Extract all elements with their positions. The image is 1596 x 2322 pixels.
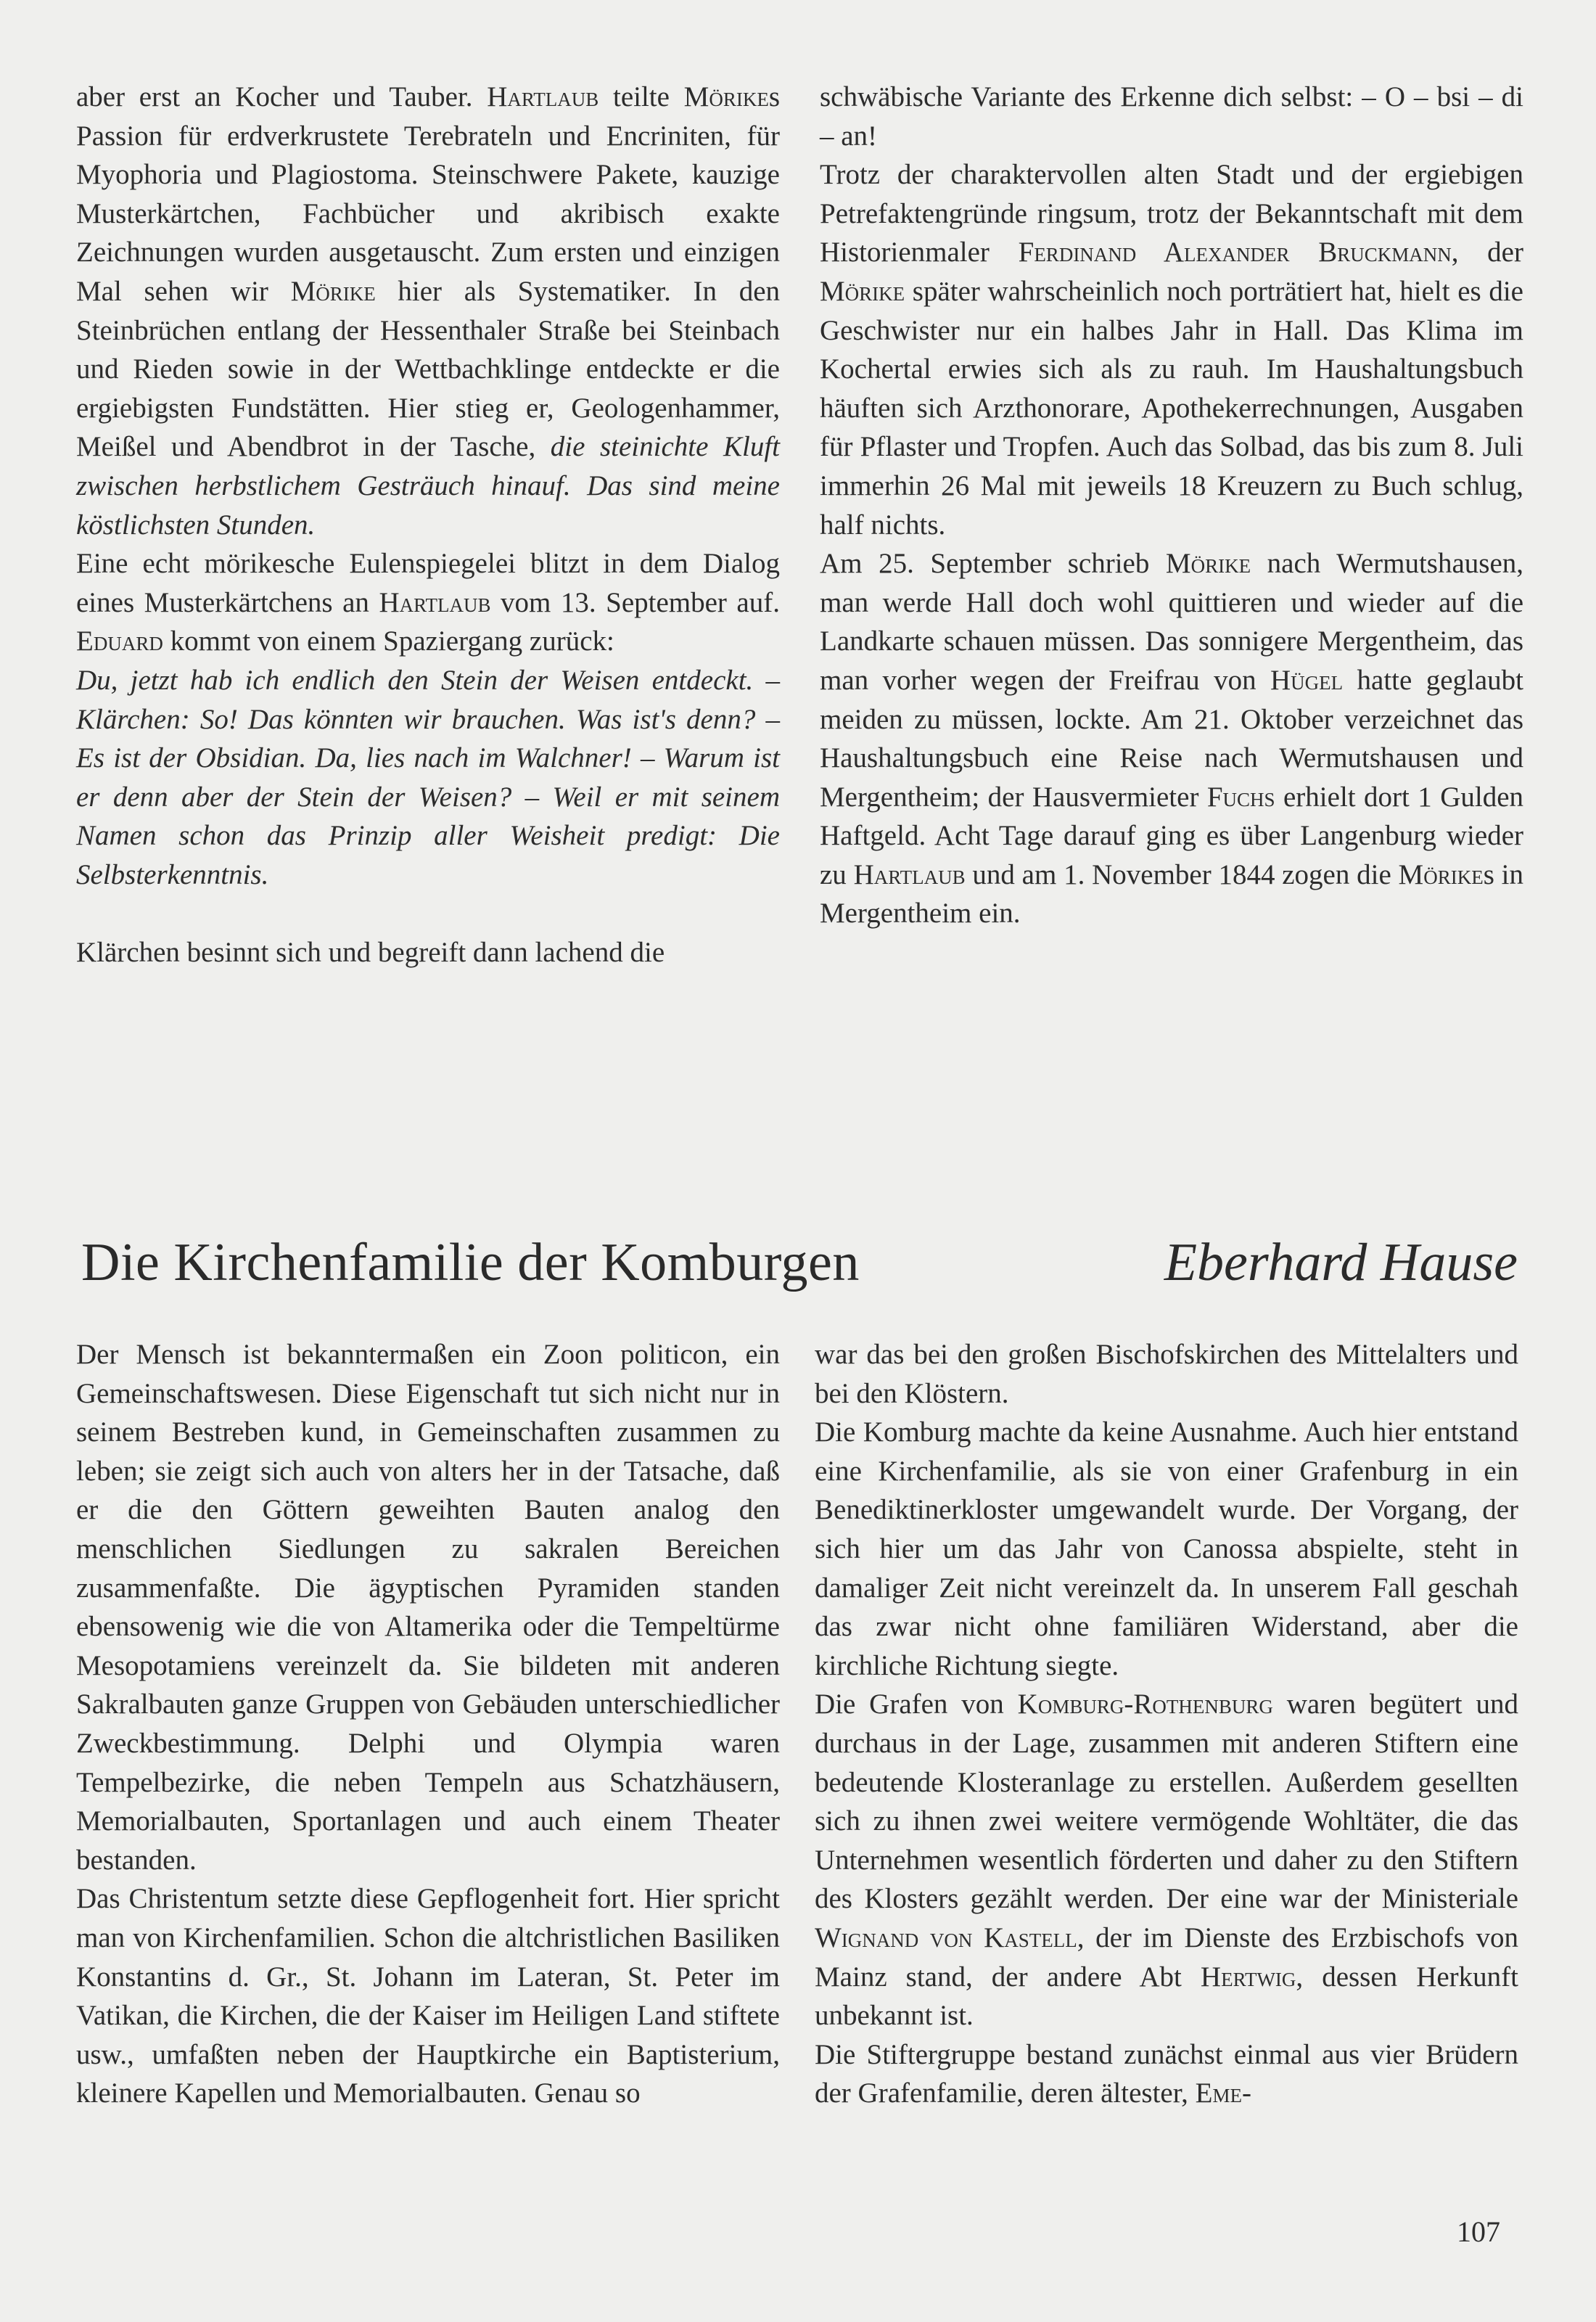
article-title: Die Kirchenfamilie der Komburgen (81, 1233, 860, 1292)
paragraph: Die Komburg machte da keine Ausnahme. Auch hier entstand eine Kirchenfamilie, als sie von einer Grafenburg in ein Benediktinerkloster umgewandelt wurde. Der Vorgang, der sich hier um das Jahr von Canossa abspielte, steht in damaliger Zeit nicht vereinzelt da. In unserem Fall geschah das zwar nicht ohne familiären Widerstand, aber die kirchliche Richtung siegte. (815, 1416, 1518, 1681)
paragraph: Der Mensch ist bekanntermaßen ein Zoon politicon, ein Gemeinschaftswesen. Diese Eigenschaft tut sich nicht nur in seinem Bestreben kund, in Gemeinschaften zusammen zu leben; sie zeigt sich auch von alters her in der Tatsache, daß er die den Göttern geweihten Bauten analog den menschlichen Siedlungen zu sakralen Bereichen zusammenfaßte. Die ägyptischen Pyramiden standen ebensowenig wie die von Altamerika oder die Tempeltürme Mesopotamiens vereinzelt da. Sie bildeten mit anderen Sakralbauten ganze Gruppen von Gebäuden unterschiedlicher Zweckbestimmung. Delphi und Olympia waren Tempelbezirke, die neben Tempeln aus Schatzhäusern, Memorialbauten, Sportanlagen und auch einem Theater bestanden. (76, 1339, 780, 1876)
bottom-right-column (815, 1335, 1518, 2113)
article-header (81, 1232, 1518, 1305)
paragraph: Klärchen besinnt sich und begreift dann lachend die (76, 937, 665, 969)
paragraph: aber erst an Kocher und Tauber. Hartlaub teilte Mörikes Passion für erdverkrustete Terebrateln und Encriniten, für Myophoria und Plagiostoma. Steinschwere Pakete, kauzige Musterkärtchen, Fachbücher und akribisch exakte Zeichnungen wurden ausgetauscht. Zum ersten und einzigen Mal sehen wir Mörike hier als Systematiker. In den Steinbrüchen entlang der Hessenthaler Straße bei Steinbach und Rieden sowie in der Wettbachklinge entdeckte er die ergiebigsten Fundstätten. Hier stieg er, Geologenhammer, Meißel und Abendbrot in der Tasche, die steinichte Kluft zwischen herbstlichem Gesträuch hinauf. Das sind meine köstlichsten Stunden. (76, 81, 780, 541)
paragraph: war das bei den großen Bischofskirchen des Mittelalters und bei den Klöstern. (815, 1339, 1518, 1409)
paragraph: Das Christentum setzte diese Gepflogenheit fort. Hier spricht man von Kirchenfamilien. Schon die altchristlichen Basiliken Konstantins d. Gr., St. Johann im Lateran, St. Peter im Vatikan, die Kirchen, die der Kaiser im Heiligen Land stiftete usw., umfaßten neben der Hauptkirche ein Baptisterium, kleinere Kapellen und Memorialbauten. Genau so (76, 1883, 780, 2109)
paragraph: Die Grafen von Komburg-Rothenburg waren begütert und durchaus in der Lage, zusammen mit anderen Stiftern eine bedeutende Klosteranlage zu erstellen. Außerdem gesellten sich zu ihnen zwei weitere vermögende Wohltäter, die das Unternehmen wesentlich förderten und daher zu den Stiftern des Klosters gezählt werden. Der eine war der Ministeriale Wignand von Kastell, der im Dienste des Erzbischofs von Mainz stand, der andere Abt Hertwig, dessen Herkunft unbekannt ist. (815, 1689, 1518, 2032)
paragraph: schwäbische Variante des Erkenne dich selbst: – O – bsi – di – an! (820, 81, 1523, 152)
dialogue-quote: Du, jetzt hab ich endlich den Stein der Weisen entdeckt. – Klärchen: So! Das könnten wir brauchen. Was ist's denn? – Es ist der Obsidian. Da, lies nach im Walchner! – Warum ist er denn aber der Stein der Weisen? – Weil er mit seinem Namen schon das Prinzip aller Weisheit predigt: Die Selbsterkenntnis. (76, 664, 780, 890)
bottom-left-column (76, 1335, 780, 2113)
article-author: Eberhard Hause (1164, 1233, 1518, 1292)
paragraph: Die Stiftergruppe bestand zunächst einmal aus vier Brüdern der Grafenfamilie, deren ältester, Eme- (815, 2038, 1518, 2109)
paragraph: Trotz der charaktervollen alten Stadt und der ergiebigen Petrefaktengründe ringsum, trotz der Bekanntschaft mit dem Historienmaler Ferdinand Alexander Bruckmann, der Mörike später wahrscheinlich noch porträtiert hat, hielt es die Geschwister nur ein halbes Jahr in Hall. Das Klima im Kochertal erwies sich als zu rauh. Im Haushaltungsbuch häuften sich Arzthonorare, Apothekerrechnungen, Ausgaben für Pflaster und Tropfen. Auch das Solbad, das bis zum 8. Juli immerhin 26 Mal mit jeweils 18 Kreuzern zu Buch schlug, half nichts. (820, 159, 1523, 541)
paragraph: Am 25. September schrieb Mörike nach Wermutshausen, man werde Hall doch wohl quittieren und wieder auf die Landkarte schauen müssen. Das sonnigere Mergentheim, das man vorher wegen der Freifrau von Hügel hatte geglaubt meiden zu müssen, lockte. Am 21. Oktober verzeichnet das Haushaltungsbuch eine Reise nach Wermutshausen und Mergentheim; der Hausvermieter Fuchs erhielt dort 1 Gulden Haftgeld. Acht Tage darauf ging es über Langenburg wieder zu Hartlaub und am 1. November 1844 zogen die Mörikes in Mergentheim ein. (820, 548, 1524, 930)
top-right-column (820, 78, 1523, 933)
paragraph: Eine echt mörikesche Eulenspiegelei blitzt in dem Dialog eines Musterkärtchens an Hartlaub vom 13. September auf. Eduard kommt von einem Spaziergang zurück: (76, 548, 780, 657)
top-left-column (76, 78, 780, 972)
page-number: 107 (1457, 2215, 1500, 2248)
